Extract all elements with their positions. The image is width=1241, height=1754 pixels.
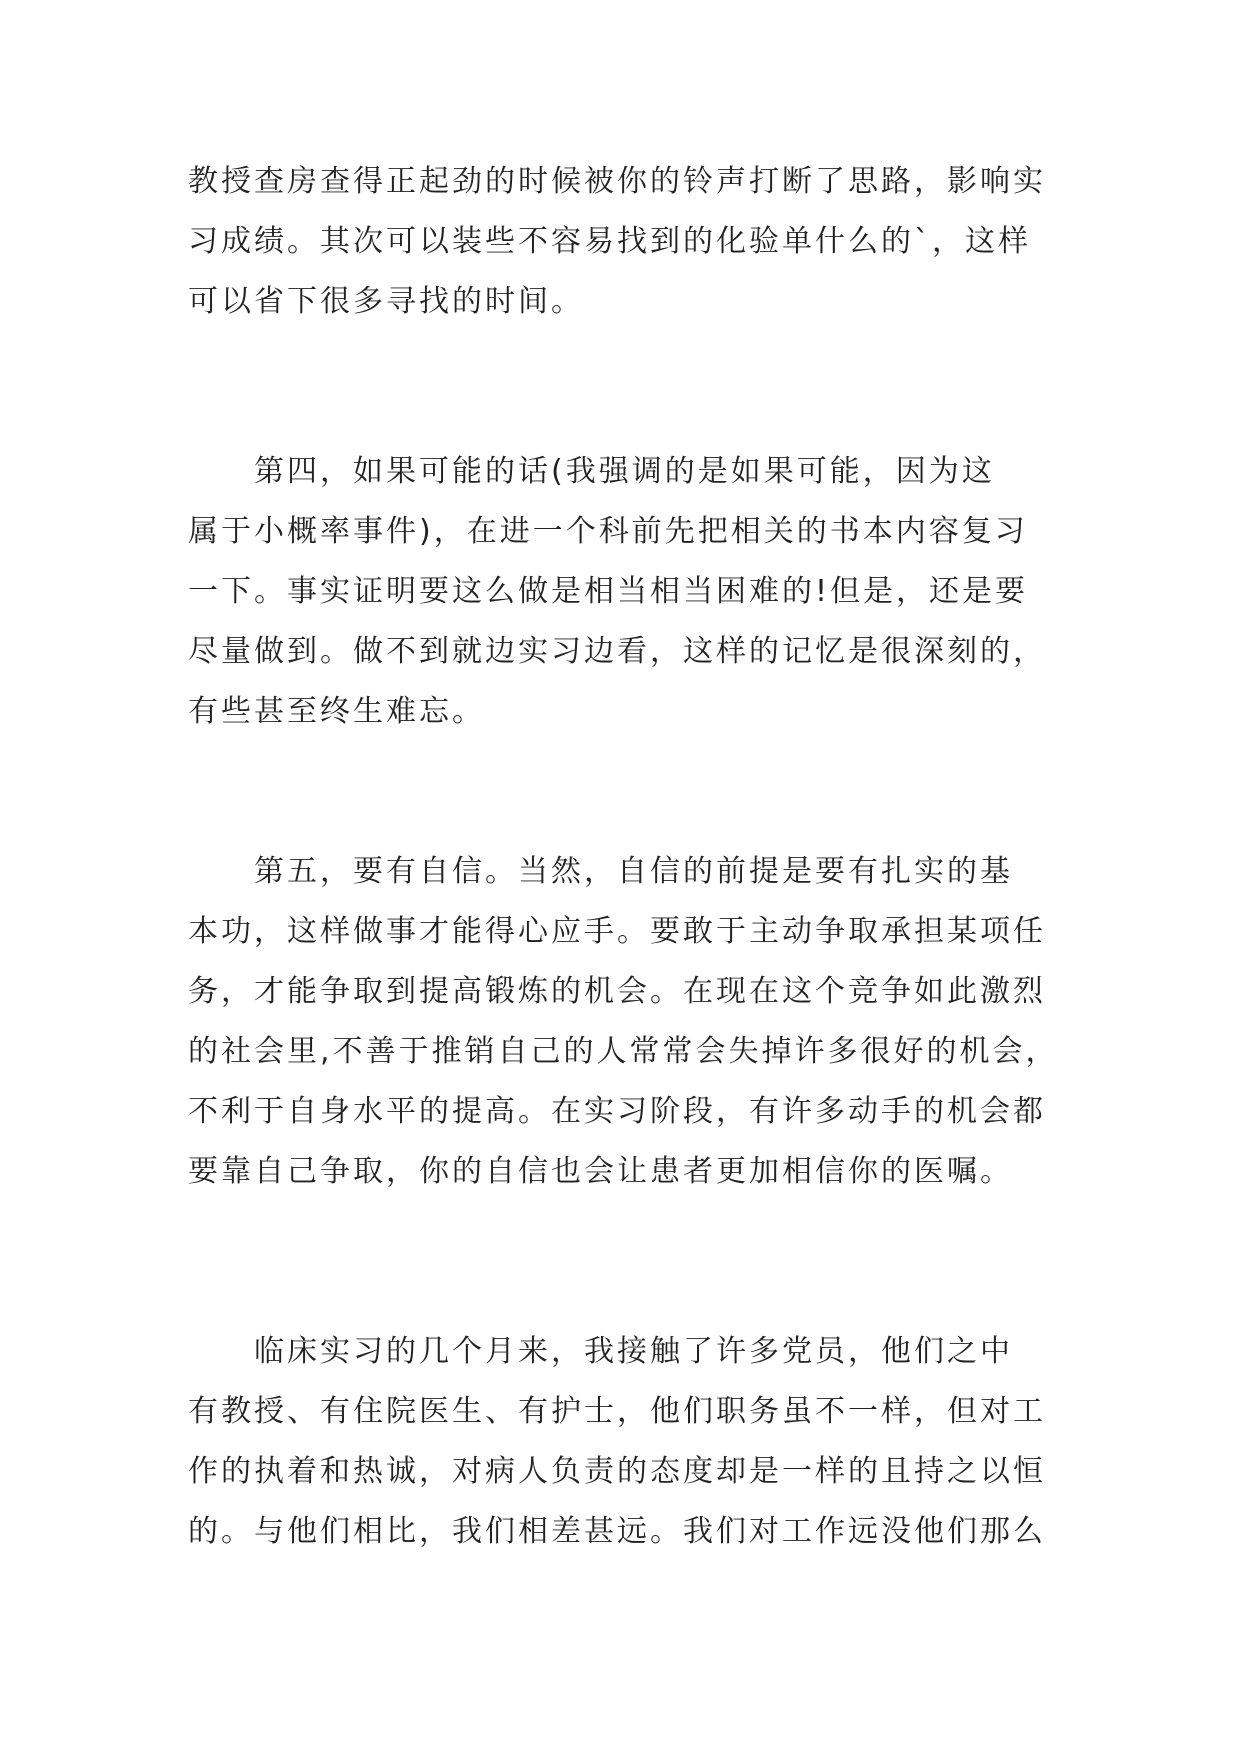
text-line: 务，才能争取到提高锻炼的机会。在现在这个竞争如此激烈 xyxy=(188,974,1046,1009)
text-line: 有教授、有住院医生、有护士，他们职务虽不一样，但对工 xyxy=(188,1394,1046,1429)
text-line: 习成绩。其次可以装些不容易找到的化验单什么的`，这样 xyxy=(188,224,1031,259)
paragraph-4 xyxy=(188,1322,1068,1562)
paragraph-1 xyxy=(188,152,1068,332)
text-line: 教授查房查得正起劲的时候被你的铃声打断了思路，影响实 xyxy=(188,164,1046,199)
text-line: 有些甚至终生难忘。 xyxy=(188,694,485,729)
text-line: 不利于自身水平的提高。在实习阶段，有许多动手的机会都 xyxy=(188,1094,1046,1129)
paragraph-3 xyxy=(188,842,1068,1202)
text-line: 要靠自己争取，你的自信也会让患者更加相信你的医嘱。 xyxy=(188,1154,1013,1189)
text-line: 第四，如果可能的话(我强调的是如果可能，因为这 xyxy=(188,454,995,489)
paragraph-2 xyxy=(188,442,1068,742)
text-line: 临床实习的几个月来，我接触了许多党员，他们之中 xyxy=(188,1334,1013,1369)
text-line: 第五，要有自信。当然，自信的前提是要有扎实的基 xyxy=(188,854,1013,889)
text-line: 可以省下很多寻找的时间。 xyxy=(188,284,584,319)
text-line: 属于小概率事件)，在进一个科前先把相关的书本内容复习 xyxy=(188,514,1028,549)
text-line: 尽量做到。做不到就边实习边看，这样的记忆是很深刻的， xyxy=(188,634,1046,669)
text-line: 本功，这样做事才能得心应手。要敢于主动争取承担某项任 xyxy=(188,914,1046,949)
text-line: 的社会里,不善于推销自己的人常常会失掉许多很好的机会， xyxy=(188,1034,1059,1069)
text-line: 的。与他们相比，我们相差甚远。我们对工作远没他们那么 xyxy=(188,1514,1046,1549)
text-line: 作的执着和热诚，对病人负责的态度却是一样的且持之以恒 xyxy=(188,1454,1046,1489)
text-line: 一下。事实证明要这么做是相当相当困难的!但是，还是要 xyxy=(188,574,1029,609)
